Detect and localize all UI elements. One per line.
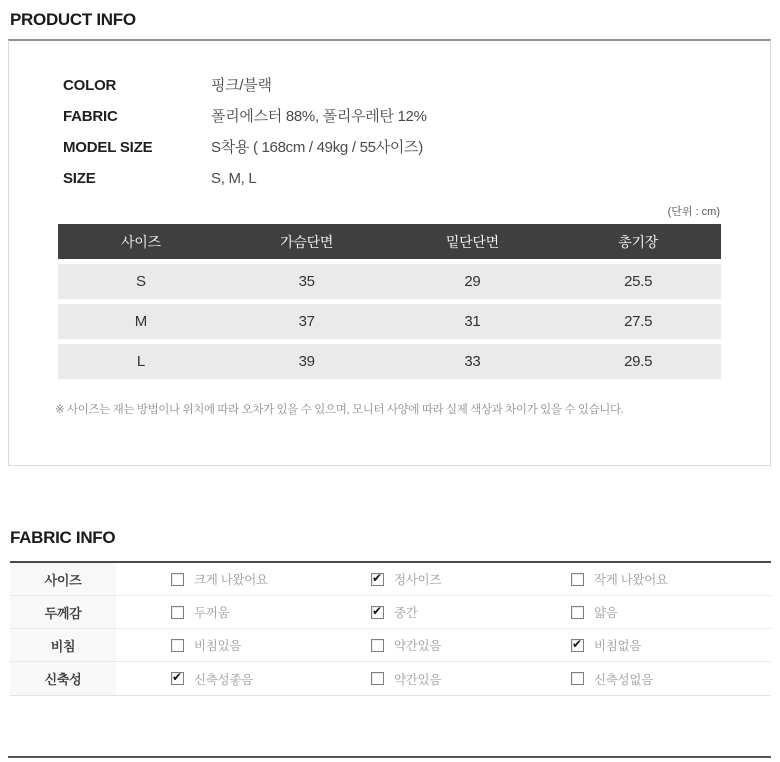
fabric-row-thickness xyxy=(10,596,771,629)
spec-label: COLOR xyxy=(63,77,117,94)
fabric-option-label: 얇음 xyxy=(594,606,618,620)
table-cell: 35 xyxy=(298,273,315,290)
bottom-divider xyxy=(8,756,771,758)
size-table-header-row xyxy=(58,224,721,259)
checkbox-icon[interactable] xyxy=(571,639,584,652)
checkbox-icon[interactable] xyxy=(371,672,384,685)
size-table xyxy=(58,224,721,379)
spec-value: 폴리에스터 88%, 폴리우레탄 12% xyxy=(211,108,427,125)
table-cell: S xyxy=(136,273,146,290)
checkbox-icon[interactable] xyxy=(371,573,384,586)
fabric-option-label: 중간 xyxy=(394,606,418,620)
size-table-header: 사이즈 xyxy=(121,233,161,250)
fabric-row-sheerness xyxy=(10,629,771,662)
fabric-option xyxy=(171,570,371,588)
table-cell: 37 xyxy=(298,313,315,330)
table-cell: L xyxy=(136,353,145,370)
fabric-option xyxy=(371,570,571,588)
spec-row-size xyxy=(63,169,770,188)
table-cell: 39 xyxy=(298,353,315,370)
fabric-info-table xyxy=(10,561,771,696)
fabric-option-label: 비침있음 xyxy=(194,639,242,653)
fabric-row-label: 신축성 xyxy=(10,662,116,695)
size-table-header: 가슴단면 xyxy=(280,233,334,250)
spec-row-model-size xyxy=(63,138,770,157)
table-cell: 31 xyxy=(464,313,481,330)
table-cell: 27.5 xyxy=(624,313,653,330)
size-table-header: 밑단단면 xyxy=(445,233,499,250)
spec-label: MODEL SIZE xyxy=(63,139,153,156)
spec-label: SIZE xyxy=(63,170,96,187)
fabric-option-label: 약간있음 xyxy=(394,639,442,653)
table-cell: 29 xyxy=(464,273,481,290)
table-cell: 29.5 xyxy=(624,353,653,370)
table-cell: 33 xyxy=(464,353,481,370)
spec-value: S, M, L xyxy=(211,170,257,187)
fabric-option-label: 비침없음 xyxy=(594,639,642,653)
fabric-option-label: 작게 나왔어요 xyxy=(594,573,668,587)
product-info-box xyxy=(8,39,771,466)
fabric-row-options xyxy=(116,662,771,695)
fabric-row-label: 사이즈 xyxy=(10,563,116,595)
checkbox-icon[interactable] xyxy=(171,606,184,619)
size-disclaimer: ※ 사이즈는 재는 방법이나 위치에 따라 오차가 있을 수 있으며, 모니터 사양에 따라 실제 색상과 차이가 있을 수 있습니다. xyxy=(55,404,624,416)
fabric-option xyxy=(371,636,571,654)
checkbox-icon[interactable] xyxy=(171,573,184,586)
fabric-option-label: 신축성좋음 xyxy=(194,672,253,687)
checkbox-icon[interactable] xyxy=(571,672,584,685)
fabric-row-label: 비침 xyxy=(10,629,116,661)
fabric-option xyxy=(171,670,371,688)
checkbox-icon[interactable] xyxy=(371,606,384,619)
spec-value: 핑크/블랙 xyxy=(211,77,272,94)
fabric-row-elasticity xyxy=(10,662,771,695)
spec-row-color xyxy=(63,76,770,95)
fabric-option xyxy=(171,636,371,654)
table-cell: 25.5 xyxy=(624,273,653,290)
fabric-option xyxy=(571,570,771,588)
checkbox-icon[interactable] xyxy=(171,639,184,652)
size-table-header: 총기장 xyxy=(618,233,658,250)
fabric-option xyxy=(371,670,571,688)
fabric-option-label: 신축성없음 xyxy=(594,672,653,687)
fabric-option xyxy=(571,670,771,688)
fabric-row-options xyxy=(116,563,771,595)
fabric-option-label: 정사이즈 xyxy=(394,573,442,587)
fabric-row-options xyxy=(116,596,771,628)
spec-value: S착용 ( 168cm / 49kg / 55사이즈) xyxy=(211,139,423,156)
fabric-option xyxy=(171,603,371,621)
table-row xyxy=(58,304,721,339)
fabric-row-size xyxy=(10,563,771,596)
fabric-option xyxy=(371,603,571,621)
fabric-option-label: 약간있음 xyxy=(394,672,442,687)
fabric-info-title: FABRIC INFO xyxy=(10,528,116,547)
fabric-row-options xyxy=(116,629,771,661)
table-row xyxy=(58,344,721,379)
spec-label: FABRIC xyxy=(63,108,118,125)
fabric-row-label: 두께감 xyxy=(10,596,116,628)
fabric-option-label: 두꺼움 xyxy=(194,606,230,620)
spec-row-fabric xyxy=(63,107,770,126)
checkbox-icon[interactable] xyxy=(571,606,584,619)
table-row xyxy=(58,264,721,299)
product-info-title: PRODUCT INFO xyxy=(10,10,136,29)
checkbox-icon[interactable] xyxy=(171,672,184,685)
unit-note: (단위 : cm) xyxy=(667,206,720,218)
table-cell: M xyxy=(134,313,147,330)
fabric-option-label: 크게 나왔어요 xyxy=(194,573,268,587)
fabric-option xyxy=(571,636,771,654)
fabric-option xyxy=(571,603,771,621)
checkbox-icon[interactable] xyxy=(571,573,584,586)
checkbox-icon[interactable] xyxy=(371,639,384,652)
